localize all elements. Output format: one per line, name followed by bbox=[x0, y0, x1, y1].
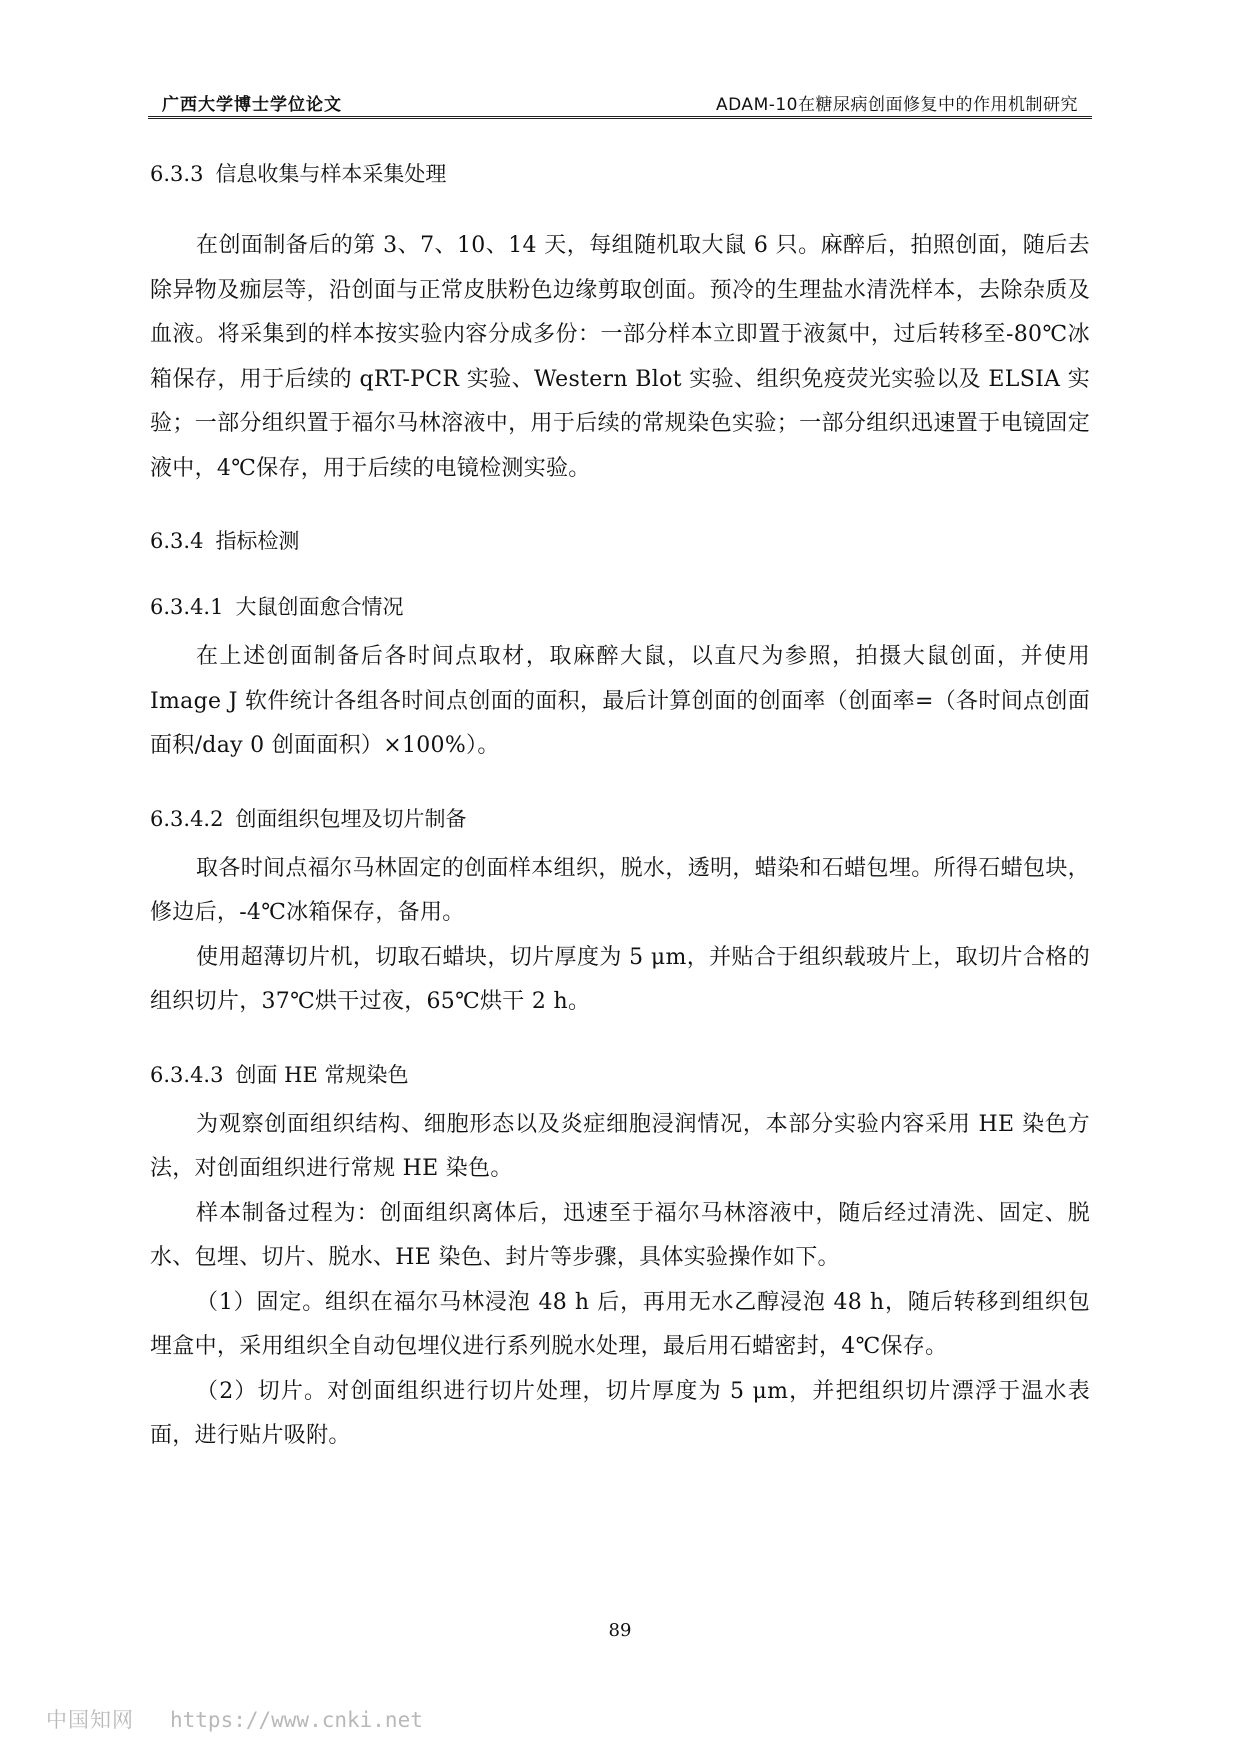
running-header bbox=[148, 86, 1092, 119]
section-heading-6-3-4-3 bbox=[150, 1059, 1090, 1091]
section-number: 6.3.4.1 bbox=[150, 595, 224, 619]
page-number: 89 bbox=[608, 1620, 632, 1641]
header-thesis-label: 广西大学博士学位论文 bbox=[162, 95, 342, 115]
paragraph: （1）固定。组织在福尔马林浸泡 48 h 后，再用无水乙醇浸泡 48 h，随后转移到组织包埋盒中，采用组织全自动包埋仪进行系列脱水处理，最后用石蜡密封，4℃保存。 bbox=[150, 1289, 1090, 1359]
paragraph: 使用超薄切片机，切取石蜡块，切片厚度为 5 μm，并贴合于组织载玻片上，取切片合格的组织切片，37℃烘干过夜，65℃烘干 2 h。 bbox=[150, 944, 1090, 1014]
section-heading-6-3-4-2 bbox=[150, 803, 1090, 835]
section-title: 信息收集与样本采集处理 bbox=[215, 162, 447, 186]
section-title: 创面组织包埋及切片制备 bbox=[235, 806, 467, 831]
body-text bbox=[150, 158, 1090, 1459]
watermark-url: https://www.cnki.net bbox=[170, 1708, 423, 1732]
paragraph: 在创面制备后的第 3、7、10、14 天，每组随机取大鼠 6 只。麻醉后，拍照创面，随后去除异物及痂层等，沿创面与正常皮肤粉色边缘剪取创面。预冷的生理盐水清洗样本，去除杂质及血液。将采集到的样本按实验内容分成多份：一部分样本立即置于液氮中，过后转移至-80℃冰箱保存，用于后续的 qRT-PCR 实验、Western Blot 实验、组织免疫荧光实验以及 ELSIA 实验；一部分组织置于福尔马林溶液中，用于后续的常规染色实验；一部分组织迅速置于电镜固定液中，4℃保存，用于后续的电镜检测实验。 bbox=[150, 233, 1090, 481]
paragraph: （2）切片。对创面组织进行切片处理，切片厚度为 5 μm，并把组织切片漂浮于温水表面，进行贴片吸附。 bbox=[150, 1378, 1090, 1448]
section-number: 6.3.3 bbox=[150, 162, 204, 186]
section-title: 大鼠创面愈合情况 bbox=[235, 595, 404, 619]
section-number: 6.3.4 bbox=[150, 529, 204, 553]
watermark-site: 中国知网 bbox=[46, 1708, 134, 1732]
section-number: 6.3.4.2 bbox=[150, 806, 224, 831]
section-heading-6-3-4 bbox=[150, 525, 1090, 557]
paragraph: 在上述创面制备后各时间点取材，取麻醉大鼠，以直尺为参照，拍摄大鼠创面，并使用 Image J 软件统计各组各时间点创面的面积，最后计算创面的创面率（创面率=（各时间点创面面积/day 0 创面面积）×100%）。 bbox=[150, 644, 1090, 758]
section-title: 创面 HE 常规染色 bbox=[235, 1062, 409, 1087]
cnki-watermark bbox=[46, 1704, 423, 1734]
section-heading-6-3-4-1 bbox=[150, 591, 1090, 623]
paragraph: 样本制备过程为：创面组织离体后，迅速至于福尔马林溶液中，随后经过清洗、固定、脱水、包埋、切片、脱水、HE 染色、封片等步骤，具体实验操作如下。 bbox=[150, 1200, 1090, 1270]
section-title: 指标检测 bbox=[215, 529, 300, 553]
header-thesis-title: ADAM-10在糖尿病创面修复中的作用机制研究 bbox=[716, 95, 1078, 115]
section-heading-6-3-3 bbox=[150, 158, 1090, 190]
paragraph: 取各时间点福尔马林固定的创面样本组织，脱水，透明，蜡染和石蜡包埋。所得石蜡包块，修边后，-4℃冰箱保存，备用。 bbox=[150, 855, 1090, 925]
paragraph: 为观察创面组织结构、细胞形态以及炎症细胞浸润情况，本部分实验内容采用 HE 染色方法，对创面组织进行常规 HE 染色。 bbox=[150, 1111, 1090, 1181]
section-number: 6.3.4.3 bbox=[150, 1062, 224, 1087]
